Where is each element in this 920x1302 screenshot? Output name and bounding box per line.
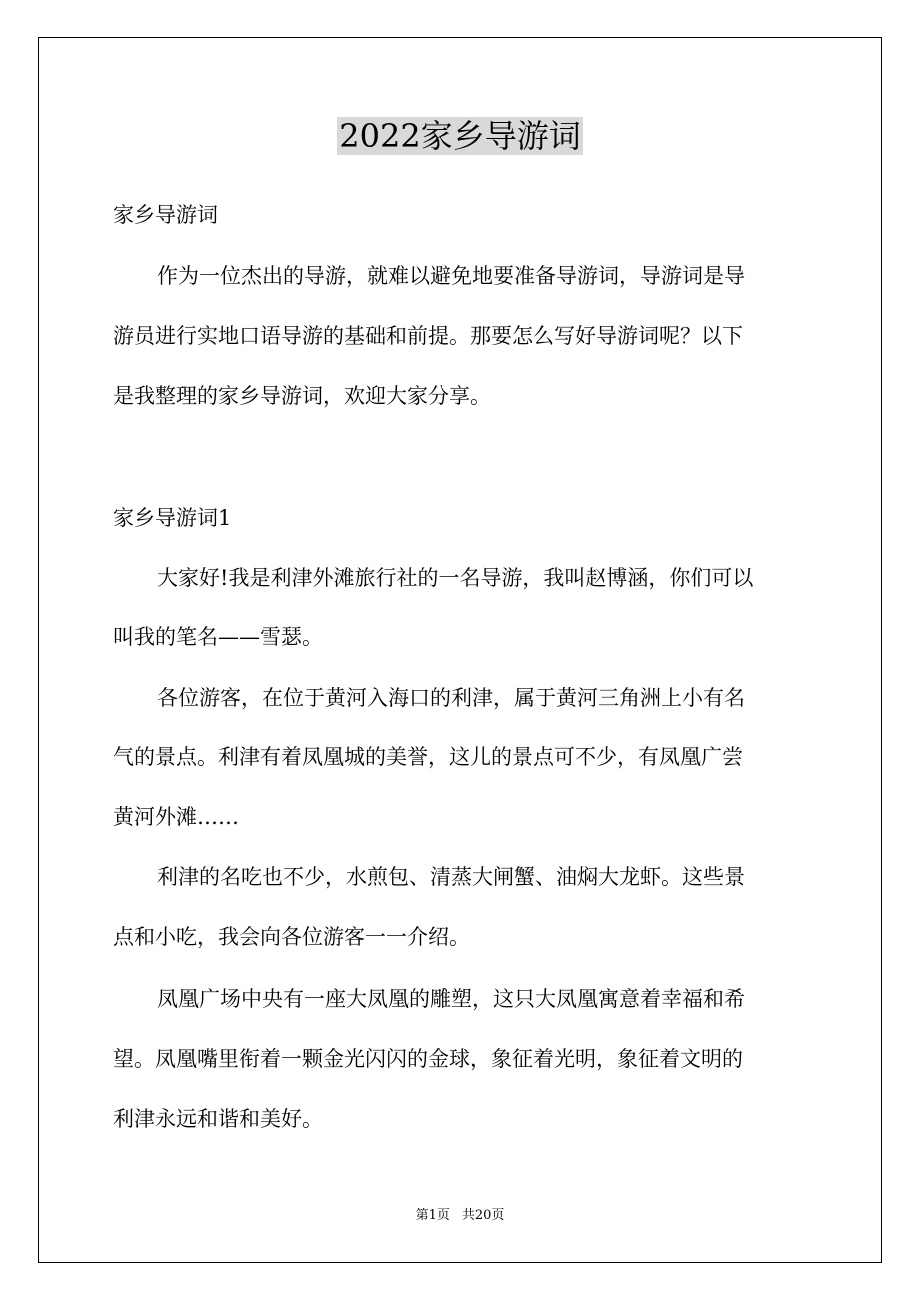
section-heading: 家乡导游词 xyxy=(113,203,218,227)
article-line: 凤凰广场中央有一座大凤凰的雕塑，这只大凤凰寓意着幸福和希 xyxy=(157,987,745,1011)
page-footer xyxy=(0,1207,920,1225)
page-total: 共20页 xyxy=(461,1208,505,1223)
article-line: 气的景点。利津有着凤凰城的美誉，这儿的景点可不少，有凤凰广尝 xyxy=(113,745,743,769)
article-line: 利津的名吃也不少，水煎包、清蒸大闸蟹、油焖大龙虾。这些景 xyxy=(157,865,745,889)
intro-line: 作为一位杰出的导游，就难以避免地要准备导游词，导游词是导 xyxy=(157,264,745,288)
article-line: 叫我的笔名——雪瑟。 xyxy=(113,625,323,649)
article-line: 各位游客，在位于黄河入海口的利津，属于黄河三角洲上小有名 xyxy=(157,686,745,710)
document-title xyxy=(0,112,920,160)
page-number: 第1页 xyxy=(415,1208,450,1223)
intro-line: 是我整理的家乡导游词，欢迎大家分享。 xyxy=(113,384,491,408)
document-title-text: 2022家乡导游词 xyxy=(339,117,581,155)
article-line: 望。凤凰嘴里衔着一颗金光闪闪的金球，象征着光明，象征着文明的 xyxy=(113,1047,743,1071)
intro-line: 游员进行实地口语导游的基础和前提。那要怎么写好导游词呢？以下 xyxy=(113,324,743,348)
article-line: 利津永远和谐和美好。 xyxy=(113,1107,323,1131)
article-heading: 家乡导游词1 xyxy=(113,506,232,530)
article-line: 点和小吃，我会向各位游客一一介绍。 xyxy=(113,925,470,949)
article-line: 黄河外滩…… xyxy=(113,805,239,829)
article-line: 大家好!我是利津外滩旅行社的一名导游，我叫赵博涵，你们可以 xyxy=(157,566,754,590)
